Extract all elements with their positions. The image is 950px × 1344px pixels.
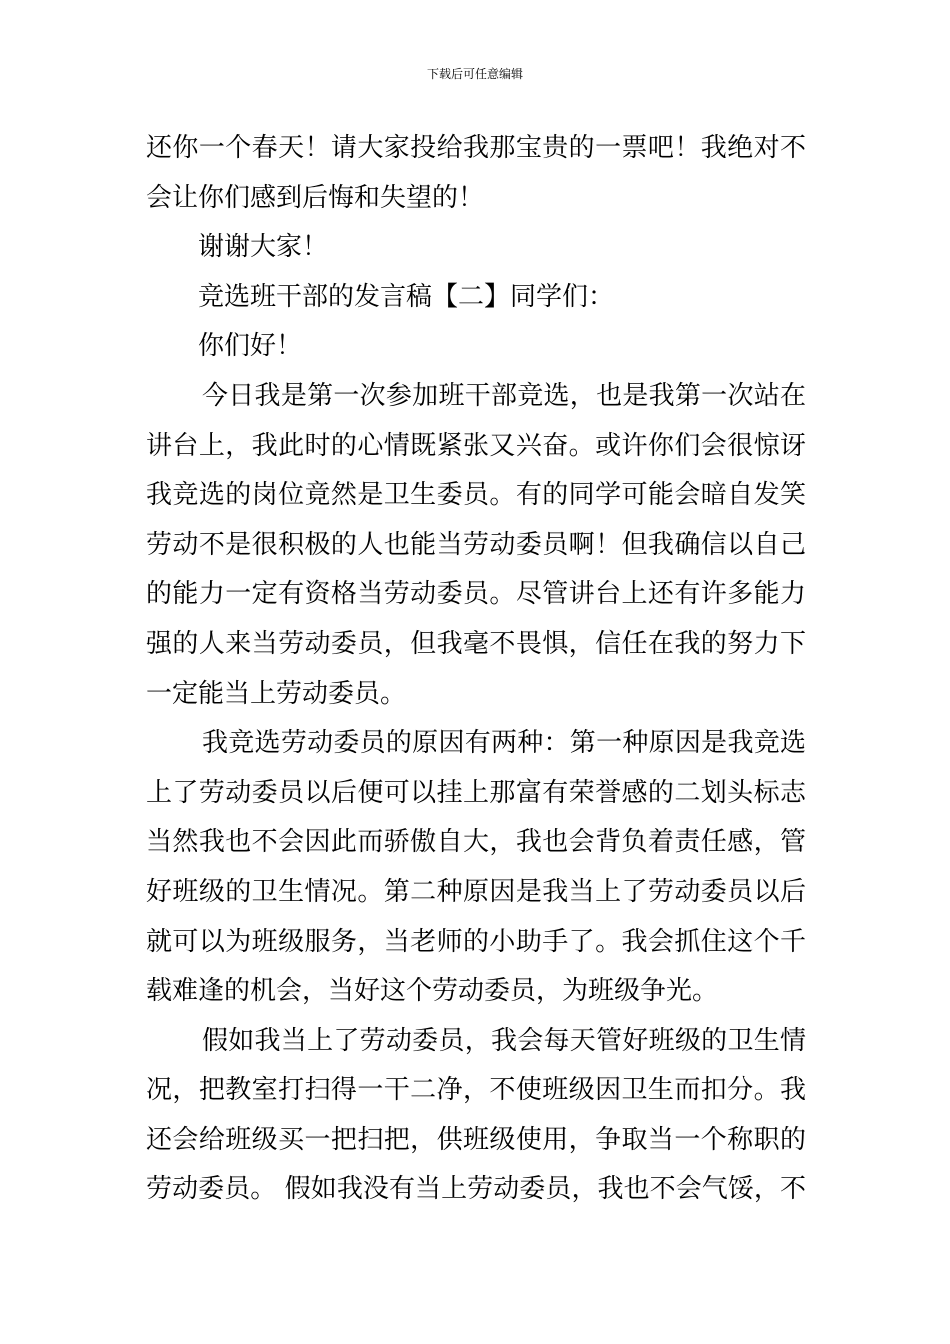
paragraph-line: 就可以为班级服务，当老师的小助手了。我会抓住这个千 [146,926,806,957]
paragraph-line: 劳动委员。 假如我没有当上劳动委员，我也不会气馁，不 [146,1174,806,1205]
page-header: 下载后可任意编辑 [426,67,523,81]
paragraph-line: 劳动不是很积极的人也能当劳动委员啊！但我确信以自己 [146,529,806,560]
paragraph-line: 竞选班干部的发言稿【二】同学们： [198,281,615,312]
paragraph-line: 好班级的卫生情况。第二种原因是我当上了劳动委员以后 [146,876,806,907]
paragraph-line: 谢谢大家！ [198,232,329,263]
paragraph-line: 载难逢的机会，当好这个劳动委员，为班级争光。 [146,976,719,1007]
paragraph-line: 你们好！ [198,331,303,362]
paragraph-line: 上了劳动委员以后便可以挂上那富有荣誉感的二划头标志 [146,777,806,808]
paragraph-line: 当然我也不会因此而骄傲自大，我也会背负着责任感，管 [146,827,806,858]
paragraph-line: 我竞选的岗位竟然是卫生委员。有的同学可能会暗自发笑 [146,480,806,511]
paragraph-line: 还会给班级买一把扫把，供班级使用，争取当一个称职的 [146,1124,806,1155]
paragraph-line: 还你一个春天！请大家投给我那宝贵的一票吧！我绝对不 [146,133,806,163]
paragraph-line: 况，把教室打扫得一干二净，不使班级因卫生而扣分。我 [146,1075,806,1106]
paragraph-line: 今日我是第一次参加班干部竞选，也是我第一次站在 [202,380,806,411]
document-body [146,124,806,1215]
paragraph-line: 强的人来当劳动委员，但我毫不畏惧，信任在我的努力下 [146,628,806,659]
paragraph-line: 我竞选劳动委员的原因有两种：第一种原因是我竞选 [202,728,806,759]
paragraph-line: 一定能当上劳动委员。 [146,678,407,709]
paragraph-line: 的能力一定有资格当劳动委员。尽管讲台上还有许多能力 [146,579,806,610]
paragraph-line: 讲台上，我此时的心情既紧张又兴奋。或许你们会很惊讶 [146,430,806,461]
paragraph-line: 假如我当上了劳动委员，我会每天管好班级的卫生情 [202,1025,806,1056]
paragraph-line: 会让你们感到后悔和失望的！ [146,182,485,213]
